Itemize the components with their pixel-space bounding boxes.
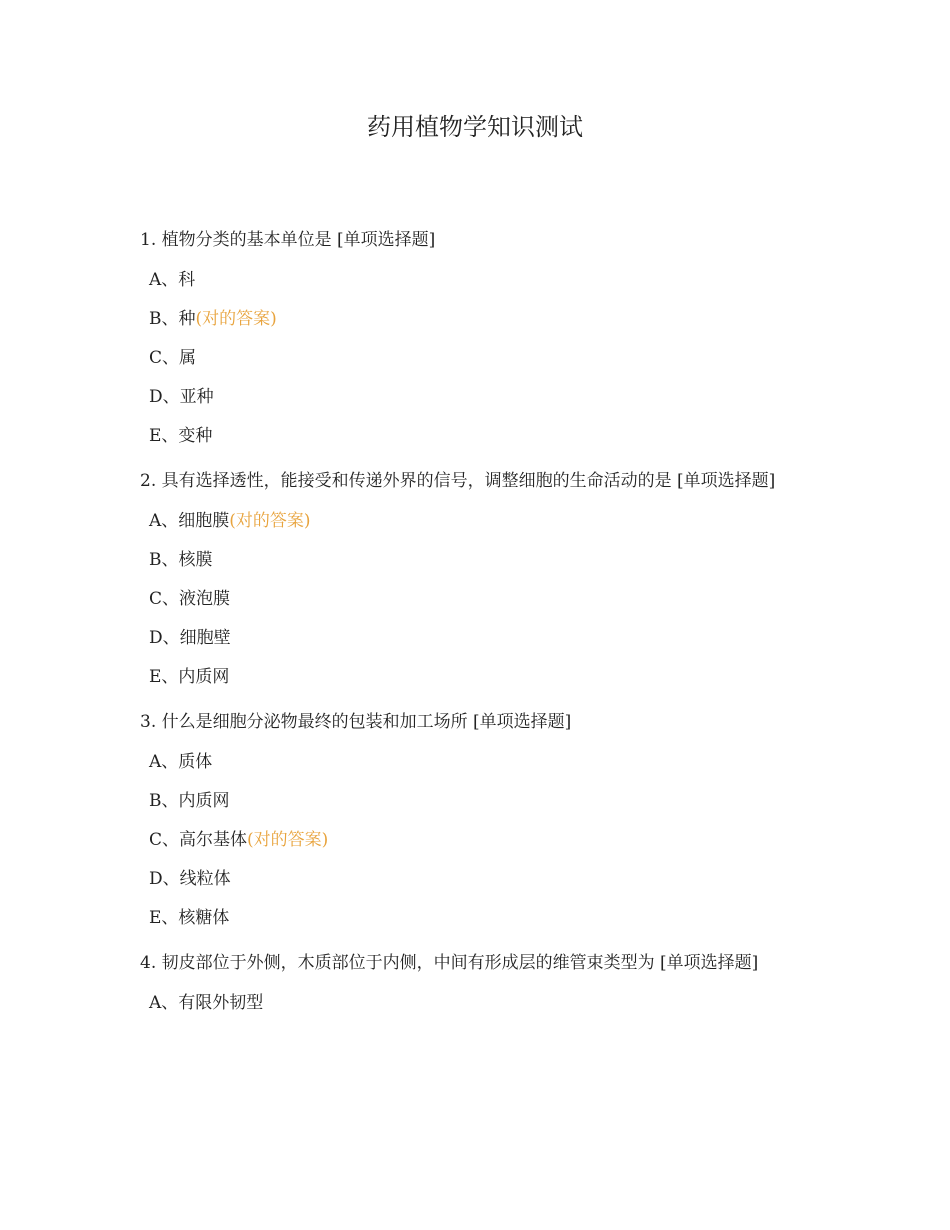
question-text-3: 3. 什么是细胞分泌物最终的包装和加工场所 [单项选择题] <box>140 712 572 732</box>
question-block-1 <box>140 226 810 450</box>
question-block-4 <box>140 949 810 1017</box>
option-1b <box>149 305 810 333</box>
option-label: E、核糖体 <box>149 908 230 928</box>
option-label: D、线粒体 <box>149 869 231 889</box>
option-label: E、内质网 <box>149 667 230 687</box>
option-label: C、液泡膜 <box>149 589 231 609</box>
option-3c <box>149 826 810 854</box>
option-1c <box>149 344 810 372</box>
option-label: B、核膜 <box>149 550 213 570</box>
option-1e <box>149 422 810 450</box>
option-label: C、高尔基体 <box>149 830 248 850</box>
question-block-2 <box>140 467 810 691</box>
option-label: A、质体 <box>149 752 213 772</box>
question-text-4: 4. 韧皮部位于外侧，木质部位于内侧，中间有形成层的维管束类型为 [单项选择题] <box>140 953 759 973</box>
option-2c <box>149 585 810 613</box>
question-text-1: 1. 植物分类的基本单位是 [单项选择题] <box>140 230 436 250</box>
question-text-2: 2. 具有选择透性，能接受和传递外界的信号，调整细胞的生命活动的是 [单项选择题] <box>140 471 776 491</box>
option-label: C、属 <box>149 348 197 368</box>
correct-answer-mark: (对的答案) <box>229 511 311 531</box>
correct-answer-mark: (对的答案) <box>247 830 329 850</box>
option-2e <box>149 663 810 691</box>
document-title: 药用植物学知识测试 <box>367 113 583 141</box>
option-3a <box>149 748 810 776</box>
option-3b <box>149 787 810 815</box>
option-label: E、变种 <box>149 426 213 446</box>
option-2d <box>149 624 810 652</box>
option-2a <box>149 507 810 535</box>
option-label: D、亚种 <box>149 387 214 407</box>
question-block-3 <box>140 708 810 932</box>
option-label: A、细胞膜 <box>149 511 230 531</box>
option-2b <box>149 546 810 574</box>
option-1d <box>149 383 810 411</box>
option-label: A、有限外韧型 <box>149 993 264 1013</box>
option-label: B、内质网 <box>149 791 230 811</box>
option-3e <box>149 904 810 932</box>
option-3d <box>149 865 810 893</box>
question-list <box>140 226 810 1028</box>
option-label: A、科 <box>149 270 196 290</box>
option-1a <box>149 266 810 294</box>
correct-answer-mark: (对的答案) <box>195 309 277 329</box>
option-label: B、种 <box>149 309 196 329</box>
option-label: D、细胞壁 <box>149 628 231 648</box>
option-4a <box>149 989 810 1017</box>
